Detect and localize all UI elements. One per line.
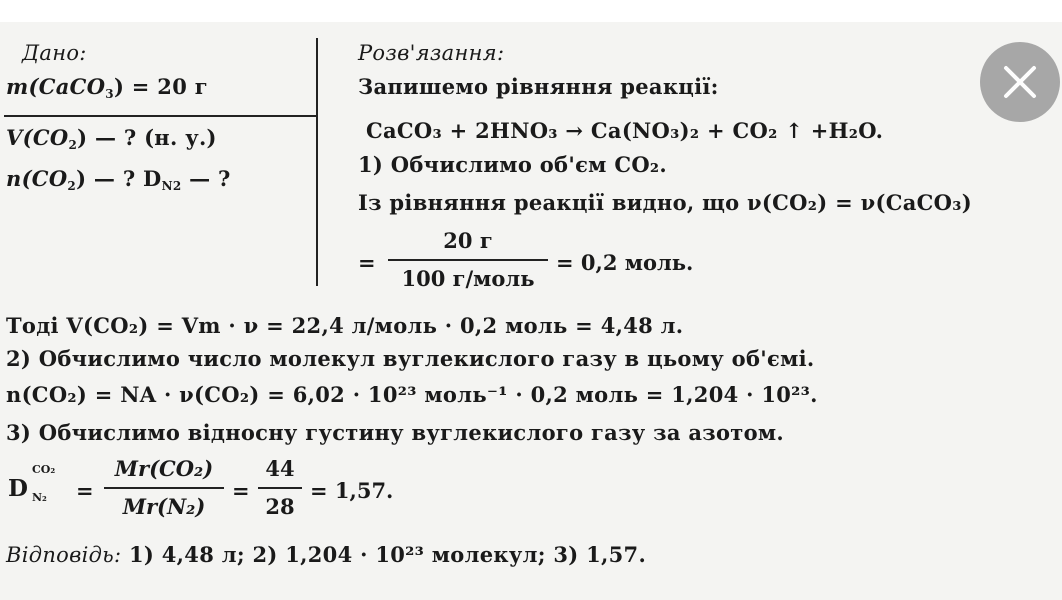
answer-line: Відповідь: 1) 4,48 л; 2) 1,204 · 10²³ молекул; 3) 1,57.	[6, 542, 647, 567]
close-button[interactable]	[980, 42, 1060, 122]
frac1-result: = 0,2 моль.	[556, 250, 694, 275]
frac1-numerator: 20 г	[443, 228, 493, 253]
density-eq2: =	[232, 478, 250, 503]
density-eq1: =	[76, 478, 94, 503]
frac1-denominator: 100 г/моль	[401, 266, 535, 291]
density-sup: CO₂	[32, 463, 56, 476]
density-sub: N₂	[32, 491, 47, 504]
given-vertical-divider	[316, 38, 318, 286]
solution-label: Розв'язання:	[358, 41, 505, 65]
top-band	[0, 0, 1062, 23]
step3-heading: 3) Обчислимо відносну густину вуглекислого газу за азотом.	[6, 420, 785, 445]
density-numerator: Mr(CO₂)	[114, 456, 214, 481]
frac1-equals: =	[358, 250, 376, 275]
reaction-equation: CaCO₃ + 2HNO₃ → Ca(NO₃)₂ + CO₂ ↑ +H₂O.	[366, 118, 884, 143]
density-symbol: D	[8, 475, 28, 502]
density-bar2	[258, 487, 302, 489]
step1-heading: 1) Обчислимо об'єм CO₂.	[358, 152, 668, 177]
close-icon	[998, 60, 1042, 104]
step1-text: Із рівняння реакції видно, що ν(CO₂) = ν(CaCO₃)	[358, 190, 972, 215]
given-label: Дано:	[22, 41, 87, 65]
given-divider	[4, 115, 316, 117]
volume-calc: Тоді V(CO₂) = Vm · ν = 22,4 л/моль · 0,2 моль = 4,48 л.	[6, 313, 684, 338]
find-volume: $V(CO_2)$ — ? (н. у.)	[6, 125, 217, 152]
solution-intro: Запишемо рівняння реакції:	[358, 74, 719, 99]
step2-heading: 2) Обчислимо число молекул вуглекислого газу в цьому об'ємі.	[6, 346, 815, 371]
density-result: = 1,57.	[310, 478, 394, 503]
frac1-bar	[388, 259, 548, 261]
find-n-density: $n(CO_2)$ — ? $D_{N2}$ — ?	[6, 166, 231, 193]
density-bar	[104, 487, 224, 489]
density-num2: 44	[265, 456, 295, 481]
molecules-calc: n(CO₂) = NA · ν(CO₂) = 6,02 · 10²³ моль⁻¹ · 0,2 моль = 1,204 · 10²³.	[6, 382, 818, 407]
given-mass: m(CaCO$_3$) = 20 г	[6, 74, 208, 101]
density-denominator: Mr(N₂)	[122, 494, 206, 519]
density-den2: 28	[265, 494, 295, 519]
